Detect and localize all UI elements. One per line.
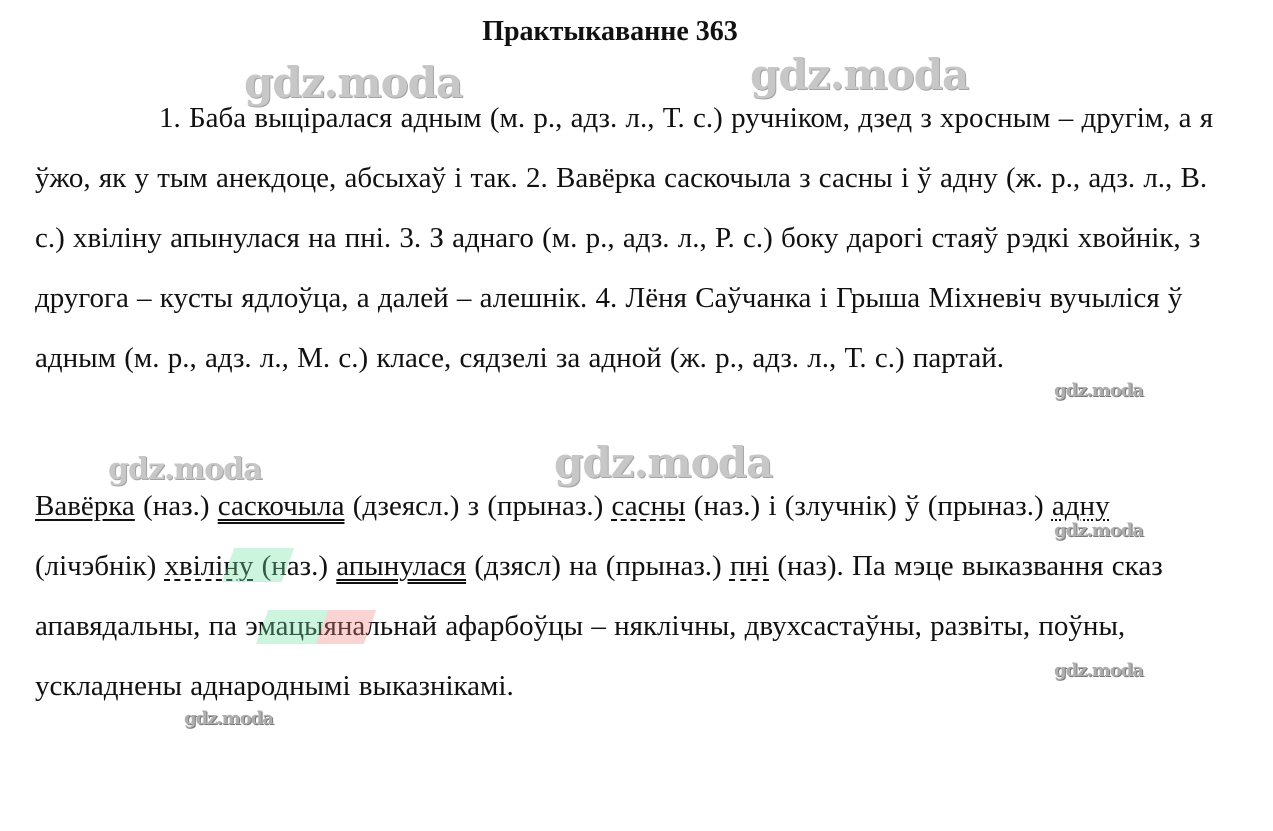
watermark: gdz.moda [108, 452, 262, 487]
subject-word: Вавёрка [35, 490, 135, 522]
analysis-text: (дзясл) на (прыназ.) [466, 550, 730, 582]
watermark: gdz.moda [554, 438, 773, 487]
adverbial-word: пні [729, 550, 770, 582]
watermark: gdz.moda [1054, 520, 1143, 541]
analysis-text: (наз). Па мэце выказвання сказ апавядальны, па эмацыянальнай афарбоўцы – няклічны, двухсастаўны, развіты, поўны, ускладнены аднароднымі выказнікамі. [35, 550, 1163, 702]
analysis-text: (наз.) [253, 550, 337, 582]
attribute-word: адну [1051, 490, 1110, 522]
watermark: gdz.moda [184, 708, 273, 729]
exercise-title: Практыкаванне 363 [482, 16, 738, 47]
analysis-text: (дзеясл.) з (прыназ.) [344, 490, 612, 522]
analysis-text: (наз.) [134, 490, 218, 522]
watermark: gdz.moda [750, 50, 969, 99]
highlight-mark-green [222, 548, 294, 582]
adverbial-word: хвіліну [164, 550, 254, 582]
watermark: gdz.moda [244, 58, 463, 107]
predicate-word: апынулася [336, 550, 467, 582]
analysis-text: (лічэбнік) [35, 550, 165, 582]
analysis-text: (наз.) і (злучнік) ў (прыназ.) [685, 490, 1052, 522]
watermark: gdz.moda [1054, 660, 1143, 681]
predicate-word: саскочыла [217, 490, 345, 522]
watermark: gdz.moda [1054, 380, 1143, 401]
exercise-text: 1. Баба выціралася адным (м. р., адз. л., Т. с.) ручніком, дзед з хросным – другім, а я ўжо, як у тым анекдоце, абсыхаў і так. 2. Вавёрка саскочыла з сасны і ў адну (ж. р., адз. л., В. с.) хвіліну апынулася на пні. 3. З аднаго (м. р., адз. л., Р. с.) боку дарогі стаяў рэдкі хвойнік, з другога – кусты ядлоўца, а далей – алешнік. 4. Лёня Саўчанка і Грыша Міхневіч вучыліся ў адным (м. р., адз. л., М. с.) класе, сядзелі за адной (ж. р., адз. л., Т. с.) партай. [35, 102, 1214, 374]
adverbial-word: сасны [611, 490, 686, 522]
